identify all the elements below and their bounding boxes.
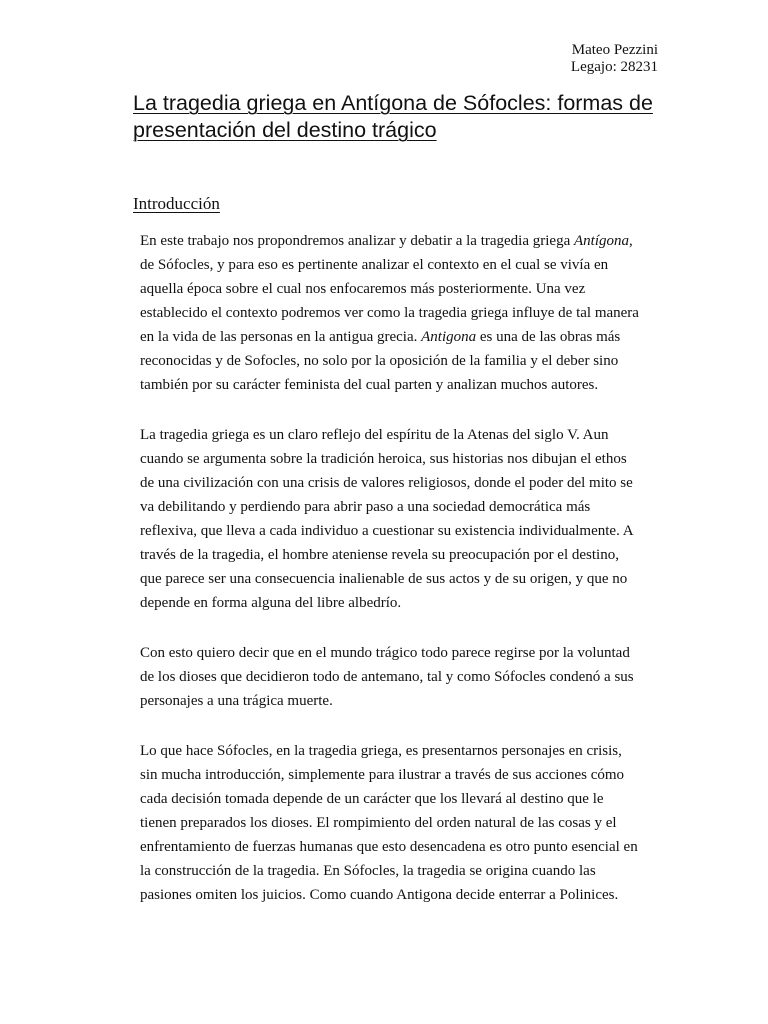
document-title: La tragedia griega en Antígona de Sófocles: formas de presentación del destino trágico <box>133 91 653 142</box>
legajo-number: Legajo: 28231 <box>570 59 658 75</box>
paragraph-1 <box>140 229 660 397</box>
paragraph-1-part-a: En este trabajo nos propondremos analizar y debatir a la tragedia griega <box>140 233 574 249</box>
paragraph-1-work-title: Antígona <box>574 233 629 249</box>
paragraph-2: La tragedia griega es un claro reflejo del espíritu de la Atenas del siglo V. Aun cuando se argumenta sobre la tradición heroica, sus historias nos dibujan el ethos de una civilización con una crisis de valores religiosos, donde el poder del mito se va debilitando y perdiendo para abrir paso a una sociedad democrática más reflexiva, que lleva a cada individuo a cuestionar su existencia individualmente. A través de la tragedia, el hombre ateniense revela su preocupación por el destino, que parece ser una consecuencia inalienable de sus actos y de su origen, y que no depende en forma alguna del libre albedrío. <box>140 427 634 611</box>
author-name: Mateo Pezzini <box>571 42 658 58</box>
paragraph-1-part-c: , de Sófocles, y para eso es pertinente analizar el contexto en el cual se vivía en aquella época sobre el cual nos enfocaremos más posteriormente. Una vez establecido el contexto podremos ver como la tragedia griega influye de tal manera en la vida de las personas en la antigua grecia. <box>140 233 639 345</box>
paragraph-1-work-title-2: Antigona <box>421 329 477 345</box>
paragraph-4: Lo que hace Sófocles, en la tragedia griega, es presentarnos personajes en crisis, sin mucha introducción, simplemente para ilustrar a través de sus acciones cómo cada decisión tomada depende de un carácter que los llevará al destino que le tienen preparados los dioses. El rompimiento del orden natural de las cosas y el enfrentamiento de fuerzas humanas que esto desencadena es otro punto esencial en la construcción de la tragedia. En Sófocles, la tragedia se origina cuando las pasiones omiten los juicios. Como cuando Antigona decide enterrar a Polinices. <box>140 743 638 903</box>
paragraph-1-part-e: es una de las obras más reconocidas y de Sofocles, no solo por la oposición de la familia y el deber sino también por su carácter feminista del cual parten y analizan muchos autores. <box>140 329 621 393</box>
paragraph-3: Con esto quiero decir que en el mundo trágico todo parece regirse por la voluntad de los dioses que decidieron todo de antemano, tal y como Sófocles condenó a sus personajes a una trágica muerte. <box>140 645 634 709</box>
body-text <box>140 229 660 933</box>
section-heading-introduccion: Introducción <box>133 194 220 213</box>
author-block <box>571 42 658 76</box>
